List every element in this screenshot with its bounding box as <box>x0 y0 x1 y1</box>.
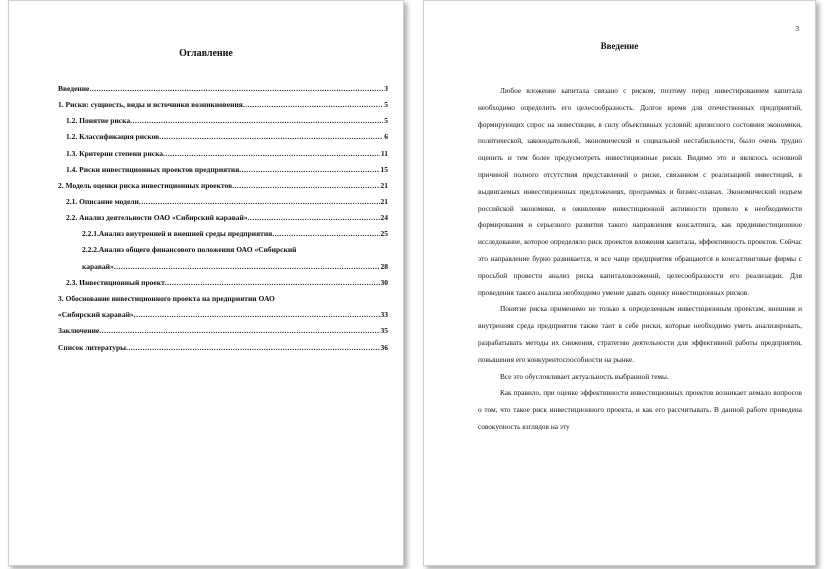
toc-entry <box>58 100 388 109</box>
introduction-page <box>423 0 816 566</box>
toc-entry-page: 15 <box>380 165 388 174</box>
toc-entry-label: 2.2.1.Анализ внутренней и внешней среды предприятия <box>82 229 273 238</box>
toc-entry-page: 33 <box>380 310 388 319</box>
toc-entry-label: Список литературы <box>58 343 126 352</box>
toc-entry-label: Заключение <box>58 326 100 335</box>
toc-entry <box>66 132 388 141</box>
toc-entry <box>66 149 388 158</box>
toc-entry <box>66 213 388 222</box>
toc-entry-label: Введение <box>58 84 90 93</box>
toc-entry-label: каравай» <box>82 262 114 271</box>
toc-leader-dots <box>130 116 383 125</box>
toc-entry-label: 1.4. Риски инвестиционных проектов предприятия <box>66 165 240 174</box>
toc-leader-dots <box>99 326 379 335</box>
toc-entry <box>82 245 388 254</box>
toc-leader-dots <box>89 84 383 93</box>
toc-entry-label: 1.3. Критерии степени риска <box>66 149 164 158</box>
toc-leader-dots <box>239 165 379 174</box>
toc-entry-page: 5 <box>384 116 388 125</box>
toc-entry <box>82 229 388 238</box>
toc-entry <box>82 262 388 271</box>
toc-entry-label: 2.1. Описание модели <box>66 197 139 206</box>
toc-entry <box>58 294 388 303</box>
toc-entry-label: 1. Риски: сущность, виды и источники возникновения <box>58 100 243 109</box>
toc-entry-page: 11 <box>380 149 388 158</box>
toc-entry <box>58 84 388 93</box>
toc-leader-dots <box>272 229 379 238</box>
toc-entry <box>58 326 388 335</box>
toc-entry-page: 24 <box>380 213 388 222</box>
toc-leader-dots <box>243 100 383 109</box>
toc-leader-dots <box>134 310 380 319</box>
toc-entry-label: 1.2. Классификация рисков <box>66 132 160 141</box>
toc-entry <box>66 165 388 174</box>
paragraph: Понятие риска применимо не только к определенным инвестиционным проектам, внешняя и внутренняя среда предприятия также таит в себе риски, которые необходимо уметь анализировать, разрабатывать методы их снижения, стратегию деятельности для эффективной работы предприятия, повышения его конкурентоспособности на рынке. <box>478 304 802 364</box>
toc-entry <box>58 310 388 319</box>
toc-entry-page: 35 <box>380 326 388 335</box>
toc-leader-dots <box>163 149 380 158</box>
toc-entry-page: 25 <box>380 229 388 238</box>
toc-page <box>8 0 404 566</box>
toc-leader-dots <box>165 278 380 287</box>
toc-leader-dots <box>126 343 380 352</box>
toc-entry-page: 3 <box>384 84 388 93</box>
toc-entry <box>58 181 388 190</box>
toc-leader-dots <box>139 197 380 206</box>
toc-entry <box>66 197 388 206</box>
toc-entry-label: 2.2. Анализ деятельности ОАО «Сибирский каравай» <box>66 213 248 222</box>
toc-entry-page: 28 <box>380 262 388 271</box>
toc-entry-page: 21 <box>380 197 388 206</box>
toc-entry <box>66 116 388 125</box>
paragraph: Как правило, при оценке эффективности инвестиционных проектов возникает немало вопросов о том, что такое риск инвестиционного проекта, и как его рассчитывать. В данной работе приведена совокупность взглядов на эту <box>478 388 802 431</box>
toc-leader-dots <box>159 132 383 141</box>
toc-entry-page: 5 <box>384 100 388 109</box>
paragraph: Любое вложение капитала связано с риском, поэтому перед инвестированием капитала необходимо определить его целесообразность. Долгое время для отечественных предприятий, формирующих спрос на инвестиции, в силу объективных условий: кризисного состояния экономики, политической, законодательной, экономической и социальной нестабильности, было очень трудно оценить и тем более предусмотреть инвестиционные риски. Видимо это и являлось основной причиной полного отсутствия представлений о риске, связанном с реализацией инвестиций, в выдвигаемых инвестиционных предложениях, программах и бизнес-планах. Экономический подъем российской экономики, и оживление инвестиционной активности привело к необходимости формирования и серьезного развития такого направления консалтинга, как прединвестиционное исследование, которое определяло риск проектов вложения капитала, эффективность проектов. Сейчас это направление бурно развивается, и все чаще предприятия обращаются в консалтинговые фирмы с просьбой провести анализ риска капиталовложений, целесообразности его реализации. Для проведения такого анализа необходимо умение давать оценку инвестиционных рисков. <box>478 86 802 297</box>
toc-leader-dots <box>232 181 379 190</box>
toc-entry-page: 36 <box>380 343 388 352</box>
toc-entry-label: 2. Модель оценки риска инвестиционных проектов <box>58 181 233 190</box>
toc-title: Оглавление <box>179 48 233 59</box>
toc-entry-label: 2.3. Инвестиционный проект <box>66 278 165 287</box>
toc-leader-dots <box>114 262 380 271</box>
introduction-title: Введение <box>600 41 639 51</box>
toc-entry-label: 1.2. Понятие риска <box>66 116 131 125</box>
toc-entry-page: 30 <box>380 278 388 287</box>
toc-entry <box>58 343 388 352</box>
toc-entry <box>66 278 388 287</box>
toc-entry-label: «Сибирский каравай» <box>58 310 134 319</box>
toc-entry-label: 2.2.2.Анализ общего финансового положения ОАО «Сибирский <box>82 245 297 254</box>
toc-leader-dots <box>248 213 380 222</box>
introduction-text <box>478 83 802 436</box>
toc-entry-page: 6 <box>384 132 388 141</box>
toc-entry-page: 21 <box>380 181 388 190</box>
page-number: 3 <box>795 25 799 33</box>
toc-entry-label: 3. Обоснование инвестиционного проекта на предприятии ОАО <box>58 294 275 303</box>
paragraph: Все это обусловливает актуальность выбранной темы. <box>500 371 669 381</box>
